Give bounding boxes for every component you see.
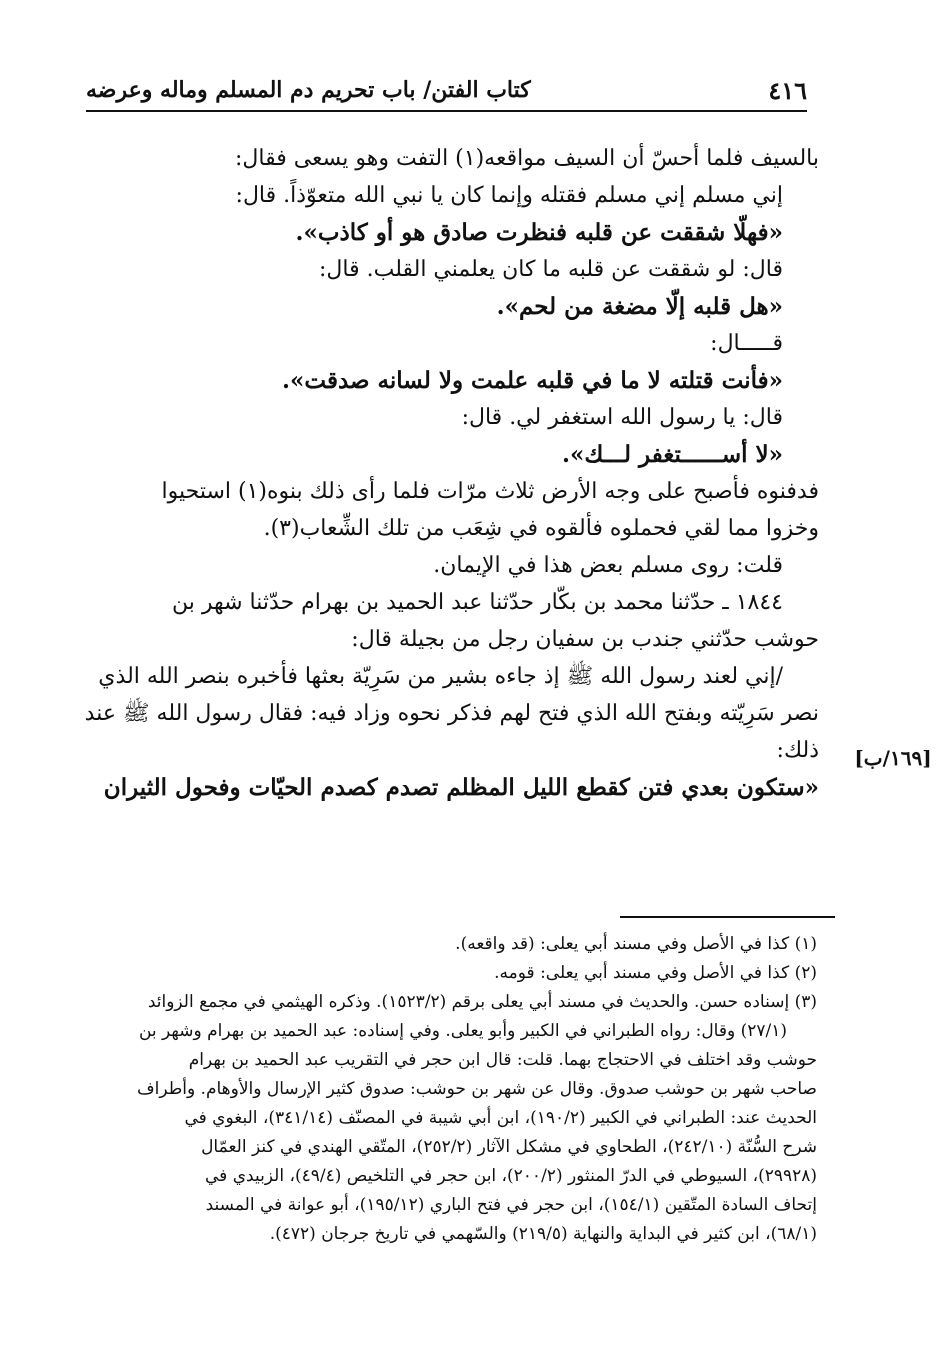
hadith-quote: «ستكون بعدي فتن كقطع الليل المظلم تصدم كصدم الحيّات وفحول الثيران (103, 774, 819, 801)
text-line: وخزوا مما لقي فحملوه فألقوه في شِعَب من تلك الشِّعاب(٣). (263, 516, 819, 541)
footnote-3-line: شرح السُّنّة (٢٤٢/١٠)، الطحاوي في مشكل الآثار (٢٥٢/٢)، المتّقي الهندي في كنز العمّال (201, 1137, 817, 1157)
footnote-2: (٢) كذا في الأصل وفي مسند أبي يعلى: قومه. (494, 963, 817, 983)
hadith-quote: «فأنت قتلته لا ما في قلبه علمت ولا لسانه صدقت». (281, 367, 783, 394)
page-number: ٤١٦ (768, 75, 807, 105)
page-header (86, 70, 807, 112)
footnote-3-line: (٣) إسناده حسن. والحديث في مسند أبي يعلى برقم (١٥٢٣/٢). وذكره الهيثمي في مجمع الزوائد (147, 992, 817, 1012)
hadith-quote: «هل قلبه إلّا مضغة من لحم». (496, 293, 783, 320)
footnotes (84, 930, 817, 1249)
footnote-1: (١) كذا في الأصل وفي مسند أبي يعلى: (قد واقعه). (455, 934, 817, 954)
text-line: نصر سَرِيّته وبفتح الله الذي فتح لهم فذكر نحوه وزاد فيه: فقال رسول الله ﷺ عند (84, 701, 819, 726)
main-text (82, 140, 819, 806)
text-line: قال: يا رسول الله استغفر لي. قال: (461, 405, 783, 430)
text-line: /إني لعند رسول الله ﷺ إذ جاءه بشير من سَرِيّة بعثها فأخبره بنصر الله الذي (98, 664, 783, 689)
text-line: قلت: روى مسلم بعض هذا في الإيمان. (433, 553, 783, 578)
footnote-3-line: إتحاف السادة المتّقين (١٥٤/١)، ابن حجر في فتح الباري (١٩٥/١٢)، أبو عوانة في المسند (205, 1195, 817, 1215)
footnote-3-line: (٢٧/١) وقال: رواه الطبراني في الكبير وأبو يعلى. وفي إسناده: عبد الحميد بن بهرام وشهر بن (138, 1021, 787, 1041)
footnote-3-line: (٢٩٩٢٨)، السيوطي في الدرّ المنثور (٢٠٠/٢)، ابن حجر في التلخيص (٤٩/٤)، الزبيدي في (205, 1166, 817, 1186)
text-line: قال: لو شققت عن قلبه ما كان يعلمني القلب. قال: (319, 257, 783, 282)
text-line: حوشب حدّثني جندب بن سفيان رجل من بجيلة قال: (351, 627, 819, 652)
running-title: كتاب الفتن/ باب تحريم دم المسلم وماله وعرضه (86, 77, 531, 103)
text-line: إني مسلم إني مسلم فقتله وإنما كان يا نبي الله متعوّذاً. قال: (235, 183, 783, 208)
footnote-3-line: الحديث عند: الطبراني في الكبير (١٩٠/٢)، ابن أبي شيبة في المصنّف (٣٤١/١٤)، البغوي في (184, 1108, 817, 1128)
text-line: بالسيف فلما أحسّ أن السيف مواقعه(١) التفت وهو يسعى فقال: (234, 146, 819, 171)
hadith-quote: «فهلّا شققت عن قلبه فنظرت صادق هو أو كاذب». (295, 219, 783, 246)
text-line: ذلك: (776, 738, 819, 763)
footnote-3-line: حوشب وقد اختلف في الاحتجاج بهما. قلت: قال ابن حجر في التقريب عبد الحميد بن بهرام (188, 1050, 817, 1070)
footnote-separator (620, 916, 835, 918)
hadith-quote: «لا أســــــتغفر لـــك». (562, 441, 783, 468)
hadith-number-line: ١٨٤٤ ـ حدّثنا محمد بن بكّار حدّثنا عبد الحميد بن بهرام حدّثنا شهر بن (171, 590, 783, 615)
manuscript-folio-reference: [١٦٩/ب] (854, 746, 932, 770)
footnote-3-line: صاحب شهر بن حوشب صدوق. وقال عن شهر بن حوشب: صدوق كثير الإرسال والأوهام. وأطراف (136, 1079, 817, 1099)
text-line: قـــــال: (710, 331, 783, 356)
footnote-3-line: (٦٨/١)، ابن كثير في البداية والنهاية (٢١٩/٥) والسّهمي في تاريخ جرجان (٤٧٢). (269, 1224, 817, 1244)
text-line: فدفنوه فأصبح على وجه الأرض ثلاث مرّات فلما رأى ذلك بنوه(١) استحيوا (161, 479, 819, 504)
